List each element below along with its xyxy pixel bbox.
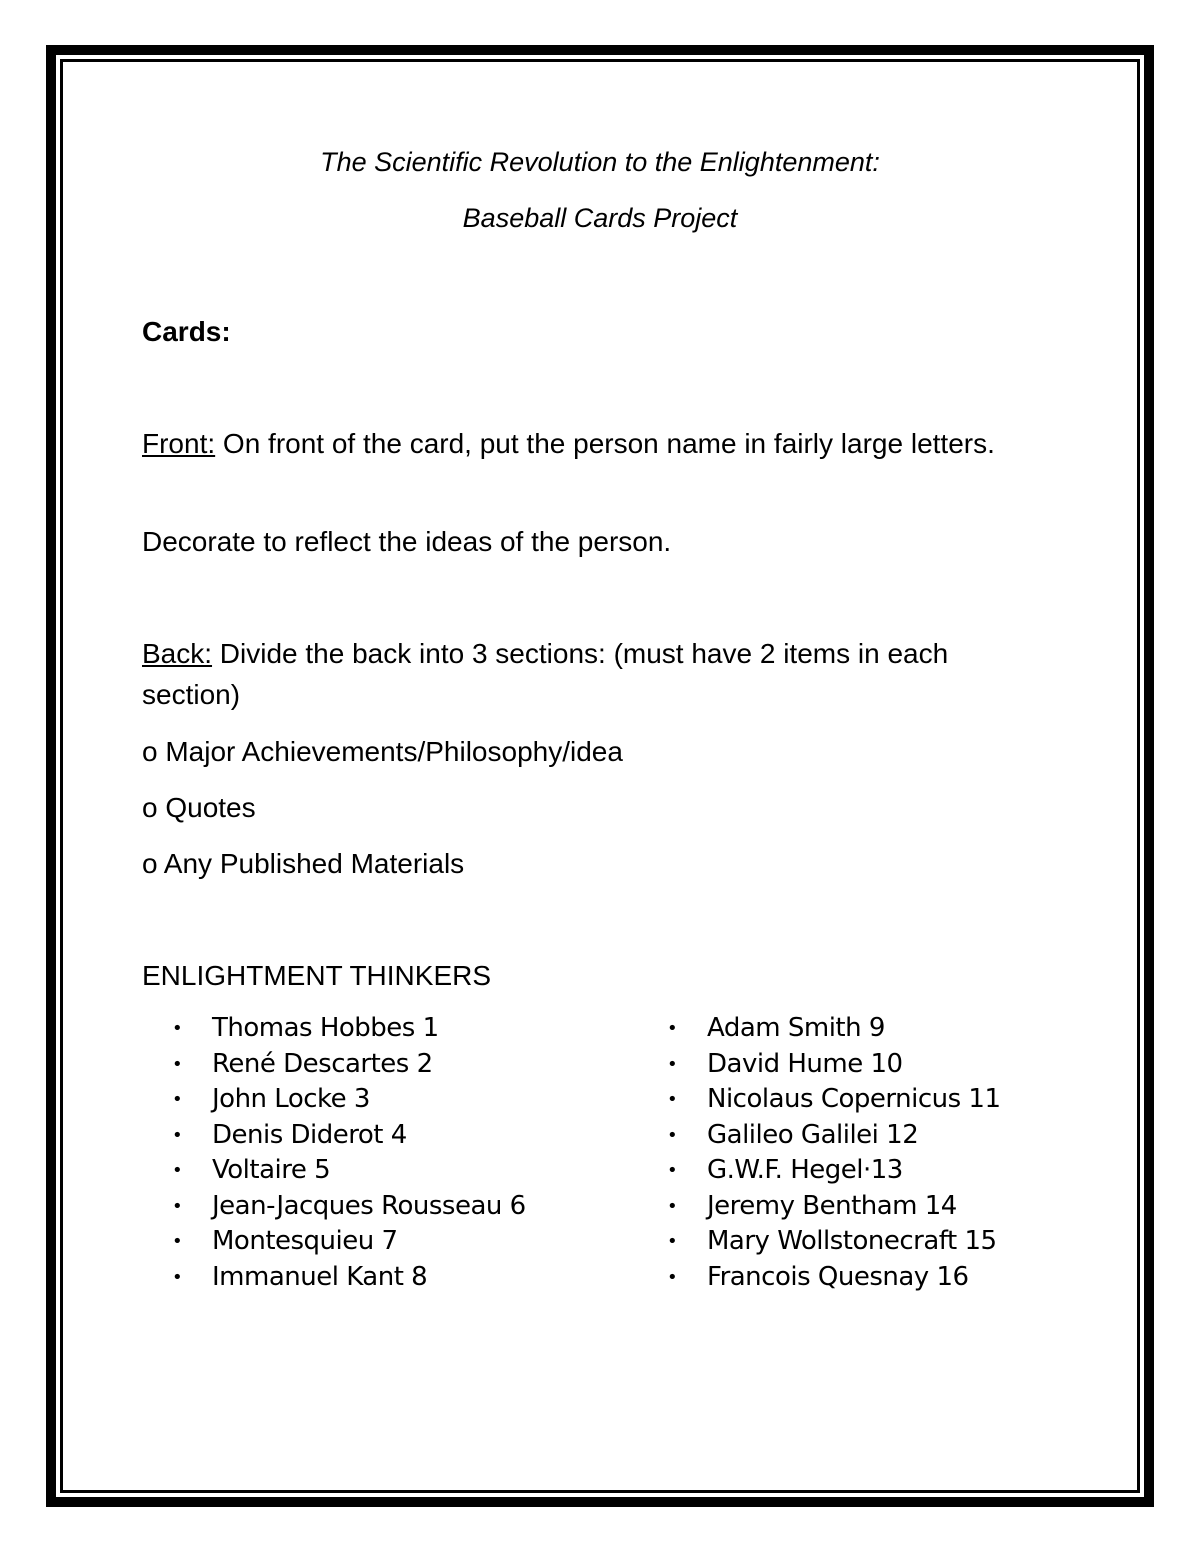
list-item [172,1011,526,1047]
thinker-name: Galileo Galilei 12 [707,1119,919,1150]
bullet-icon: • [667,1195,678,1217]
bullet-icon: • [172,1160,183,1181]
document-subtitle: Baseball Cards Project [462,203,738,233]
thinker-name: G.W.F. Hegel·13 [707,1155,903,1185]
list-item [667,1082,1000,1118]
thinker-name: Montesquieu 7 [212,1226,398,1256]
bullet-icon: • [667,1231,678,1252]
thinker-name: Thomas Hobbes 1 [212,1013,439,1043]
thinker-name: Nicolaus Copernicus 11 [707,1084,1001,1114]
thinker-name: Denis Diderot 4 [212,1119,407,1150]
bullet-icon: • [667,1266,678,1288]
front-text: On front of the card, put the person name in fairly large letters. [215,428,995,459]
list-item [667,1224,1000,1260]
bullet-icon: • [172,1231,183,1252]
decorate-instructions: Decorate to reflect the ideas of the person. [142,526,672,557]
document-title: The Scientific Revolution to the Enlightenment: [320,147,880,177]
thinker-name: Voltaire 5 [212,1155,331,1185]
list-item [667,1011,1000,1047]
list-item [172,1260,526,1296]
thinker-name: David Hume 10 [707,1048,903,1079]
list-item [667,1260,1000,1296]
list-item [172,1082,526,1118]
back-label: Back: [142,638,213,669]
bullet-icon: • [172,1124,183,1146]
list-item [172,1189,526,1225]
bullet-icon: • [667,1053,678,1075]
bullet-icon: • [172,1089,183,1110]
bullet-icon: • [172,1053,183,1075]
list-item [172,1224,526,1260]
thinker-name: Mary Wollstonecraft 15 [707,1226,997,1256]
list-item [172,1118,526,1154]
section-item: o Any Published Materials [142,848,465,879]
bullet-icon: • [172,1195,183,1217]
thinker-name: Francois Quesnay 16 [707,1261,969,1292]
bullet-icon: • [667,1089,678,1110]
thinkers-list-right [667,1011,1000,1295]
back-instructions [142,633,1042,715]
front-instructions [142,423,1042,464]
thinker-name: Adam Smith 9 [707,1013,885,1043]
bullet-icon: • [172,1266,183,1288]
section-item: o Quotes [142,792,256,823]
thinkers-list-left [172,1011,526,1295]
list-item [172,1153,526,1189]
bullet-icon: • [667,1160,678,1181]
thinker-name: René Descartes 2 [212,1048,433,1079]
bullet-icon: • [667,1124,678,1146]
thinkers-heading: ENLIGHTMENT THINKERS [142,960,492,991]
thinker-name: Jeremy Bentham 14 [707,1190,957,1221]
thinker-name: Immanuel Kant 8 [212,1261,428,1292]
bullet-icon: • [172,1018,183,1039]
bullet-icon: • [667,1018,678,1039]
cards-heading: Cards: [142,316,231,347]
back-text: Divide the back into 3 sections: (must have 2 items in each section) [142,638,949,710]
section-item: o Major Achievements/Philosophy/idea [142,736,623,767]
list-item [172,1047,526,1083]
list-item [667,1153,1000,1189]
thinker-name: John Locke 3 [212,1084,370,1114]
list-item [667,1118,1000,1154]
front-label: Front: [142,428,216,459]
list-item [667,1189,1000,1225]
list-item [667,1047,1000,1083]
thinker-name: Jean-Jacques Rousseau 6 [212,1190,526,1221]
